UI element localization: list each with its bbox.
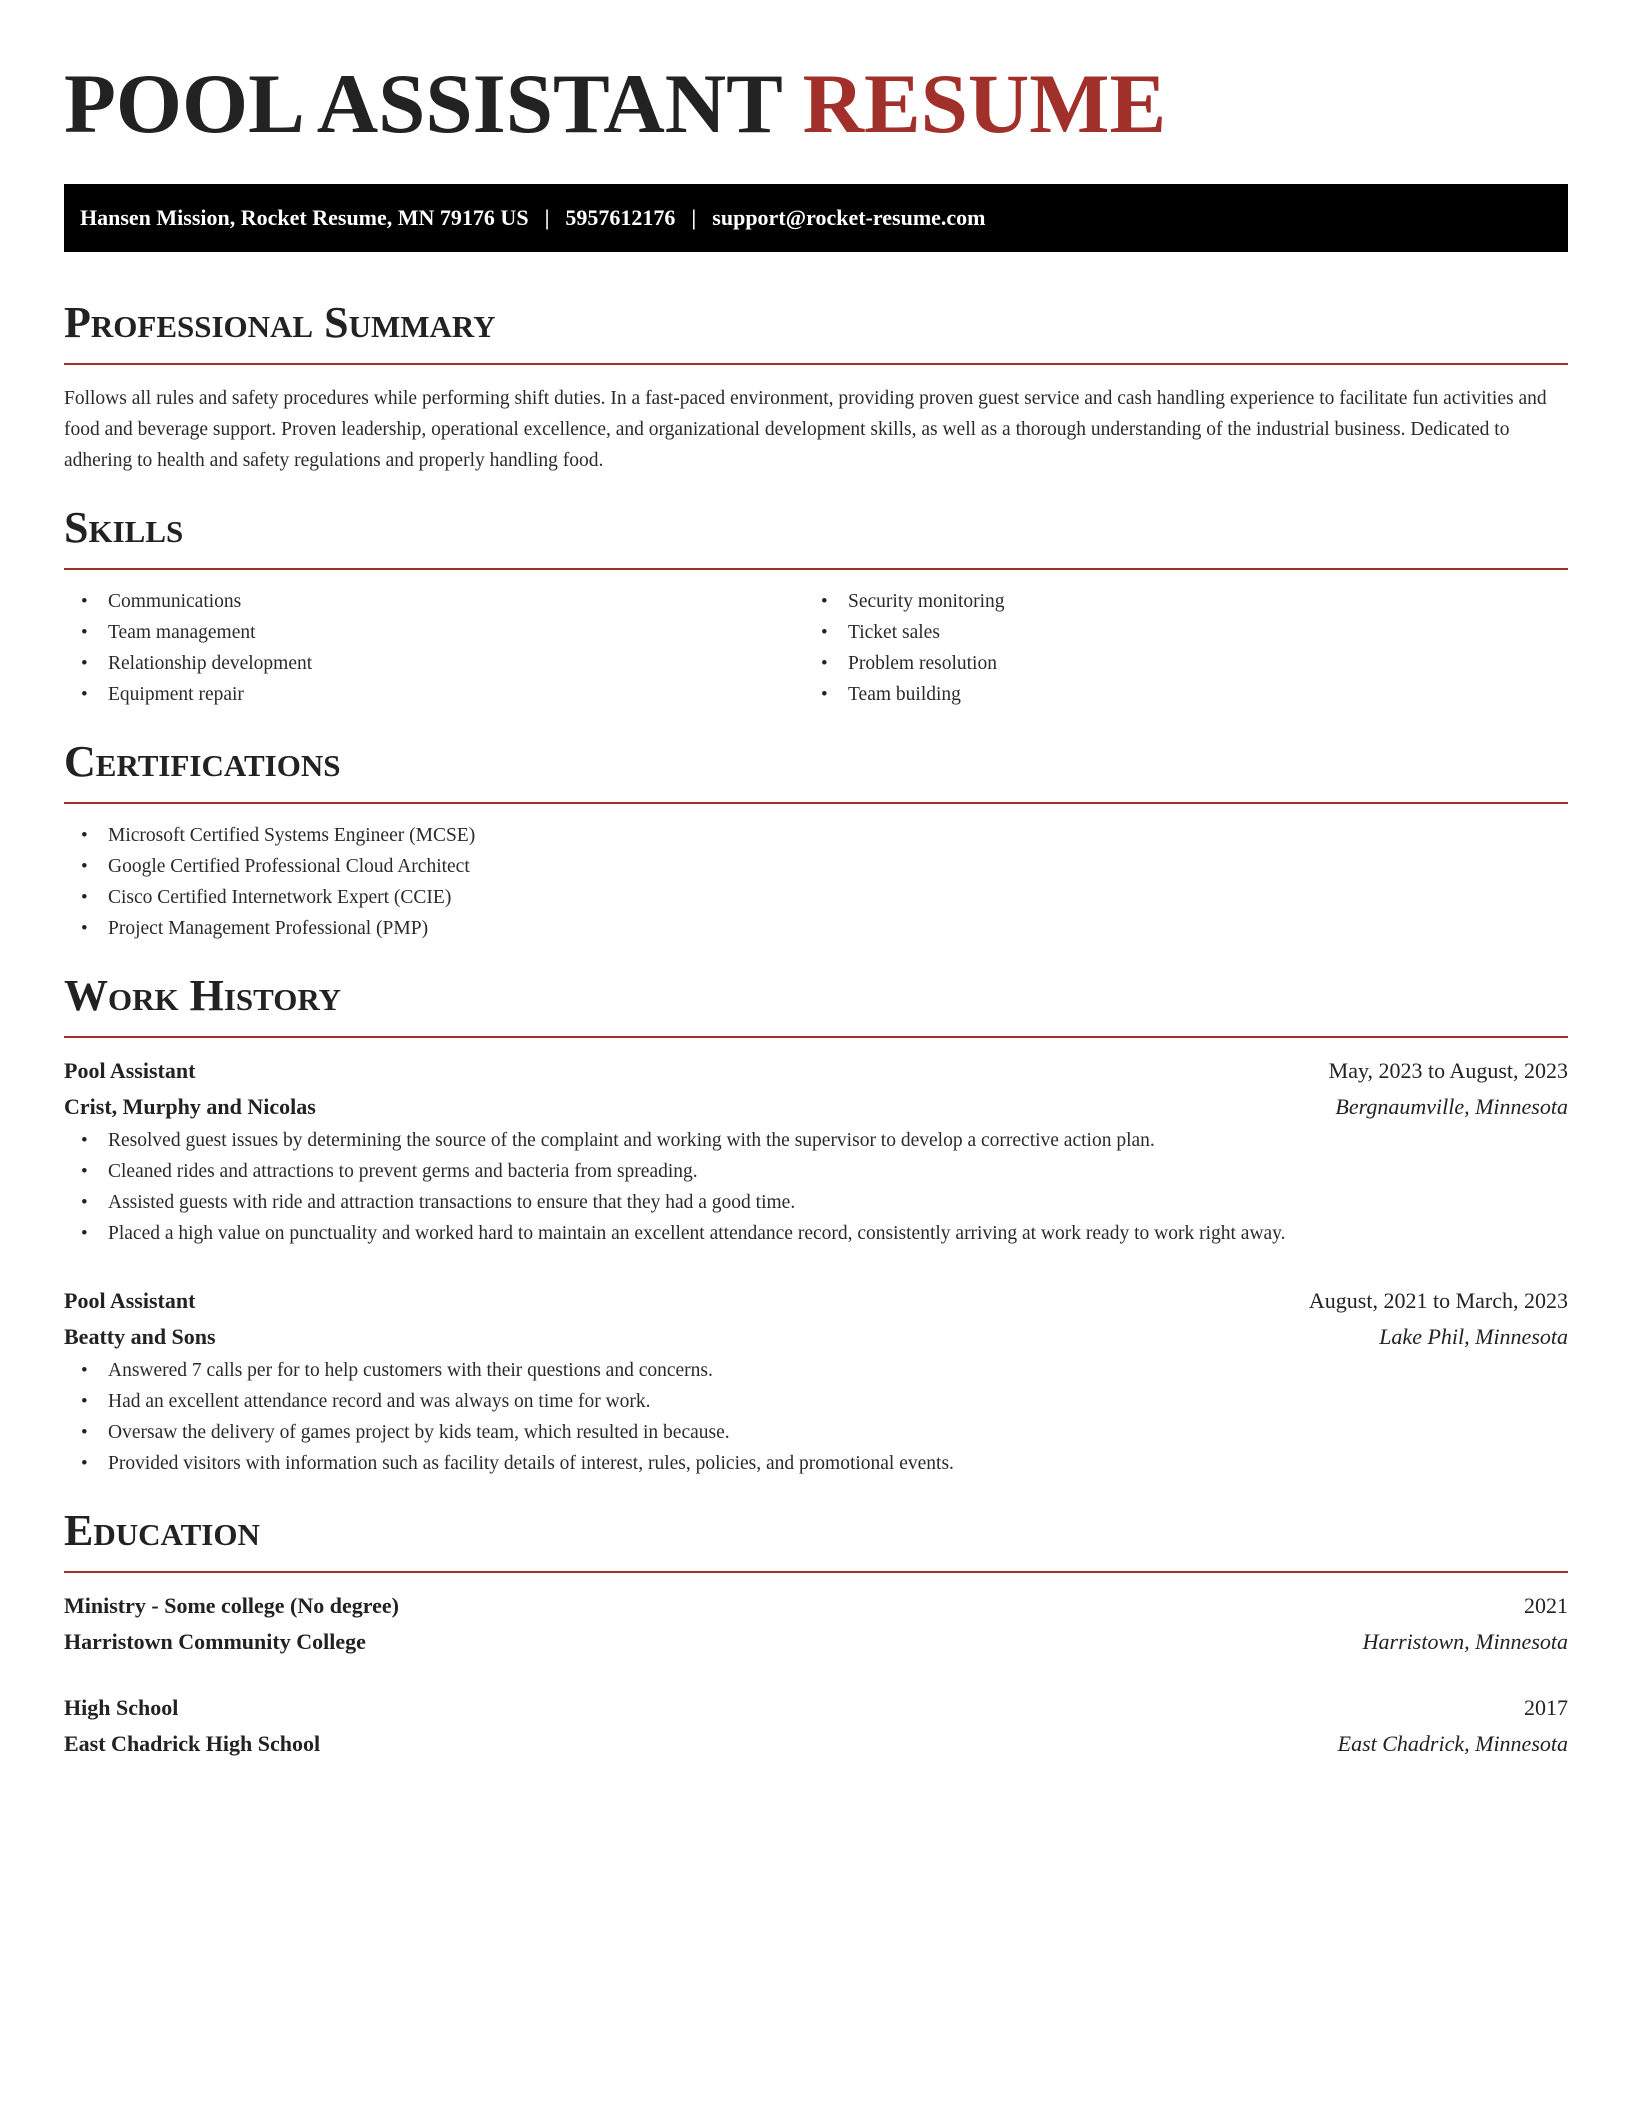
education-location: Harristown, Minnesota — [1362, 1629, 1568, 1654]
skill-item: • Security monitoring — [804, 586, 1544, 617]
resume-page — [64, 0, 1568, 1762]
job-entry — [64, 1053, 1568, 1249]
education-section — [64, 1505, 1568, 1762]
skill-item: • Problem resolution — [804, 648, 1544, 679]
skills-heading: Skills — [64, 503, 184, 552]
skill-item: • Team building — [804, 679, 1544, 710]
job-bullets — [64, 1355, 1568, 1479]
education-school: East Chadrick High School — [64, 1731, 321, 1756]
section-divider — [64, 1571, 1568, 1573]
summary-section — [64, 297, 1568, 476]
education-school: Harristown Community College — [64, 1629, 366, 1654]
job-dates: August, 2021 to March, 2023 — [1308, 1288, 1568, 1313]
contact-phone: 5957612176 — [565, 205, 676, 230]
contact-separator: | — [544, 205, 550, 230]
job-header-row — [64, 1053, 1568, 1089]
title-main: POOL ASSISTANT — [64, 57, 782, 151]
education-year: 2021 — [1524, 1593, 1568, 1618]
skill-item: • Relationship development — [64, 648, 804, 679]
job-company: Beatty and Sons — [64, 1324, 216, 1349]
section-divider — [64, 568, 1568, 570]
skills-column-right — [804, 586, 1544, 710]
job-bullet: • Resolved guest issues by determining the source of the complaint and working with the supervisor to develop a corrective action plan. — [64, 1125, 1568, 1156]
certification-item: • Project Management Professional (PMP) — [64, 913, 1568, 944]
job-title: Pool Assistant — [64, 1058, 196, 1083]
certifications-heading: Certifications — [64, 737, 341, 786]
job-company-row — [64, 1319, 1568, 1355]
summary-heading: Professional Summary — [64, 298, 496, 347]
job-bullet: • Answered 7 calls per for to help customers with their questions and concerns. — [64, 1355, 1568, 1386]
certifications-section — [64, 736, 1568, 944]
work-history-heading: Work History — [64, 971, 342, 1020]
job-company: Crist, Murphy and Nicolas — [64, 1094, 316, 1119]
education-heading: Education — [64, 1506, 260, 1555]
education-school-row — [64, 1726, 1568, 1762]
contact-bar — [64, 184, 1568, 252]
education-year: 2017 — [1524, 1695, 1568, 1720]
education-location: East Chadrick, Minnesota — [1337, 1731, 1568, 1756]
job-title: Pool Assistant — [64, 1288, 196, 1313]
skills-list-left — [64, 586, 804, 710]
contact-email: support@rocket-resume.com — [712, 205, 986, 230]
contact-address: Hansen Mission, Rocket Resume, MN 79176 US — [80, 205, 529, 230]
job-bullets — [64, 1125, 1568, 1249]
skill-item: • Ticket sales — [804, 617, 1544, 648]
job-bullet: • Had an excellent attendance record and was always on time for work. — [64, 1386, 1568, 1417]
certification-item: • Cisco Certified Internetwork Expert (CCIE) — [64, 882, 1568, 913]
job-bullet: • Assisted guests with ride and attraction transactions to ensure that they had a good time. — [64, 1187, 1568, 1218]
skill-item: • Equipment repair — [64, 679, 804, 710]
job-bullet: • Provided visitors with information such as facility details of interest, rules, policies, and promotional events. — [64, 1448, 1568, 1479]
section-divider — [64, 802, 1568, 804]
skill-item: • Communications — [64, 586, 804, 617]
certification-item: • Google Certified Professional Cloud Architect — [64, 851, 1568, 882]
job-header-row — [64, 1283, 1568, 1319]
summary-text: Follows all rules and safety procedures while performing shift duties. In a fast-paced environment, providing proven guest service and cash handling experience to facilitate fun activities and food and beverage support. Proven leadership, operational excellence, and organizational development skills, as well as a thorough understanding of the industrial business. Dedicated to adhering to health and safety regulations and properly handling food. — [64, 388, 1547, 471]
job-bullet: • Cleaned rides and attractions to prevent germs and bacteria from spreading. — [64, 1156, 1568, 1187]
education-header-row — [64, 1588, 1568, 1624]
education-school-row — [64, 1624, 1568, 1660]
job-dates: May, 2023 to August, 2023 — [1328, 1058, 1568, 1083]
skills-column-left — [64, 586, 804, 710]
skill-item: • Team management — [64, 617, 804, 648]
section-divider — [64, 363, 1568, 365]
education-entry — [64, 1690, 1568, 1762]
skills-section — [64, 502, 1568, 710]
section-divider — [64, 1036, 1568, 1038]
skills-list-right — [804, 586, 1544, 710]
education-entry — [64, 1588, 1568, 1660]
skills-grid — [64, 586, 1568, 710]
job-bullet: • Oversaw the delivery of games project by kids team, which resulted in because. — [64, 1417, 1568, 1448]
contact-separator: | — [691, 205, 697, 230]
certification-item: • Microsoft Certified Systems Engineer (MCSE) — [64, 820, 1568, 851]
work-history-section — [64, 970, 1568, 1479]
education-degree: High School — [64, 1695, 179, 1720]
title-accent: RESUME — [802, 57, 1167, 151]
education-header-row — [64, 1690, 1568, 1726]
job-bullet: • Placed a high value on punctuality and worked hard to maintain an excellent attendance record, consistently arriving at work ready to work right away. — [64, 1218, 1568, 1249]
job-location: Bergnaumville, Minnesota — [1335, 1094, 1568, 1119]
job-entry — [64, 1283, 1568, 1479]
resume-title — [64, 56, 1568, 152]
education-degree: Ministry - Some college (No degree) — [64, 1593, 399, 1618]
job-location: Lake Phil, Minnesota — [1379, 1324, 1568, 1349]
certifications-list — [64, 820, 1568, 944]
job-company-row — [64, 1089, 1568, 1125]
